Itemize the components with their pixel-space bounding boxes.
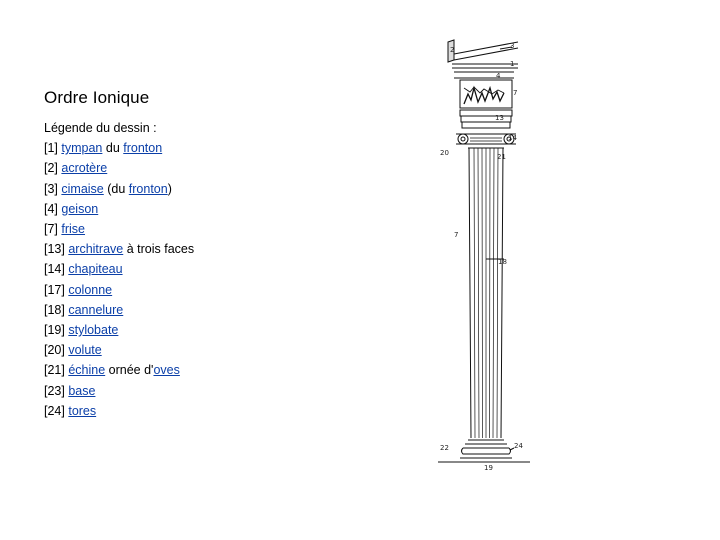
legend-item xyxy=(44,199,194,219)
legend-item xyxy=(44,158,194,178)
legend-text: du xyxy=(102,141,124,156)
legend-term-link[interactable]: frise xyxy=(61,222,86,237)
legend-number: [23] xyxy=(44,383,65,398)
legend-item xyxy=(44,280,194,300)
label-7-column: 7 xyxy=(454,231,459,239)
legend-text: ) xyxy=(167,181,172,196)
label-18: 18 xyxy=(498,258,507,266)
legend-item xyxy=(44,179,194,199)
legend-item xyxy=(44,401,194,421)
legend-number: [7] xyxy=(44,222,58,237)
legend-term-link[interactable]: cannelure xyxy=(68,302,124,317)
legend-item xyxy=(44,360,194,380)
legend-number: [20] xyxy=(44,343,65,358)
legend-text: à trois faces xyxy=(123,242,195,257)
legend-number: [4] xyxy=(44,201,58,216)
label-2: 2 xyxy=(450,46,455,54)
legend-term-link[interactable]: acrotère xyxy=(61,161,108,176)
label-4: 4 xyxy=(496,72,501,80)
legend-list xyxy=(44,138,194,421)
legend-term-link[interactable]: chapiteau xyxy=(68,262,123,277)
legend-term-link[interactable]: base xyxy=(68,383,96,398)
label-19: 19 xyxy=(484,464,493,472)
legend-term-link[interactable]: stylobate xyxy=(68,323,119,338)
legend-number: [2] xyxy=(44,161,58,176)
legend-item xyxy=(44,138,194,158)
legend-number: [19] xyxy=(44,323,65,338)
legend-item xyxy=(44,300,194,320)
legend-term-link[interactable]: fronton xyxy=(128,181,168,196)
legend-number: [17] xyxy=(44,282,65,297)
legend-text: ornée d' xyxy=(105,363,154,378)
legend-term-link[interactable]: volute xyxy=(68,343,102,358)
legend-term-link[interactable]: tores xyxy=(68,403,97,418)
legend-term-link[interactable]: cimaise xyxy=(61,181,104,196)
legend-number: [21] xyxy=(44,363,65,378)
ionic-column-drawing xyxy=(434,38,534,474)
legend-number: [3] xyxy=(44,181,58,196)
label-24: 24 xyxy=(514,442,523,450)
label-13: 13 xyxy=(495,114,504,122)
legend-item xyxy=(44,259,194,279)
label-3: 3 xyxy=(510,42,515,50)
legend-number: [24] xyxy=(44,403,65,418)
legend-term-link[interactable]: oves xyxy=(153,363,180,378)
legend-number: [18] xyxy=(44,302,65,317)
legend-item xyxy=(44,320,194,340)
label-14: 14 xyxy=(508,134,517,142)
label-7-frieze: 7 xyxy=(513,89,518,97)
label-22: 22 xyxy=(440,444,449,452)
label-1: 1 xyxy=(510,60,515,68)
legend-term-link[interactable]: échine xyxy=(68,363,106,378)
legend-term-link[interactable]: geison xyxy=(61,201,99,216)
legend-text: (du xyxy=(103,181,129,196)
legend-term-link[interactable]: fronton xyxy=(123,141,163,156)
legend-item xyxy=(44,239,194,259)
legend-term-link[interactable]: tympan xyxy=(61,141,103,156)
slide-title: Ordre Ionique xyxy=(44,88,150,107)
legend-term-link[interactable]: colonne xyxy=(68,282,113,297)
legend-number: [13] xyxy=(44,242,65,257)
legend-term-link[interactable]: architrave xyxy=(68,242,124,257)
legend-item xyxy=(44,381,194,401)
legend-item xyxy=(44,219,194,239)
legend-heading: Légende du dessin : xyxy=(44,121,157,135)
legend-item xyxy=(44,340,194,360)
legend-number: [14] xyxy=(44,262,65,277)
label-21: 21 xyxy=(497,153,506,161)
label-20: 20 xyxy=(440,149,449,157)
legend-number: [1] xyxy=(44,141,58,156)
legend xyxy=(44,118,194,421)
